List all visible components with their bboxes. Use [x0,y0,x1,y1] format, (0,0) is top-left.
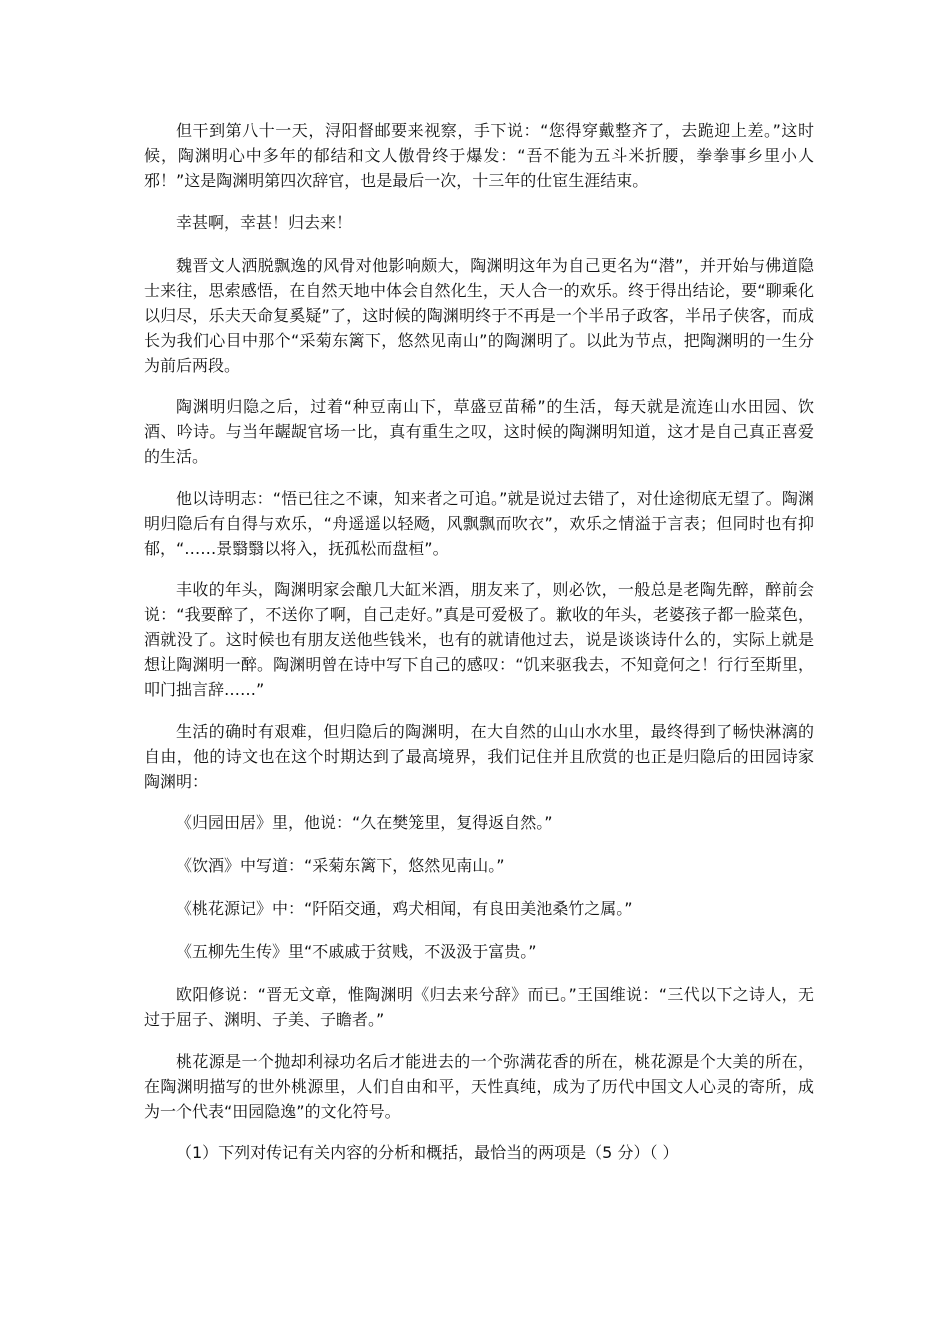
paragraph-4: 陶渊明归隐之后，过着“种豆南山下，草盛豆苗稀”的生活，每天就是流连山水田园、饮酒、吟诗。与当年龌龊官场一比，真有重生之叹，这时候的陶渊明知道，这才是自己真正喜爱的生活。 [144,397,814,466]
quote-4: 《五柳先生传》里“不戚戚于贫贱，不汲汲于富贵。” [176,942,537,961]
paragraph-3: 魏晋文人洒脱飘逸的风骨对他影响颇大，陶渊明这年为自己更名为“潜”，并开始与佛道隐士来往，思索感悟，在自然天地中体会自然化生，天人合一的欢乐。终于得出结论，要“聊乘化以归尽，乐夫天命复奚疑”了，这时候的陶渊明终于不再是一个半吊子政客，半吊子侠客，而成长为我们心目中那个“采菊东篱下，悠然见南山”的陶渊明了。以此为节点，把陶渊明的一生分为前后两段。 [144,255,814,375]
paragraph-2: 幸甚啊，幸甚！归去来！ [176,212,353,232]
paragraph-7: 生活的确时有艰难，但归隐后的陶渊明，在大自然的山山水水里，最终得到了畅快淋漓的自由，他的诗文也在这个时期达到了最高境界，我们记住并且欣赏的也正是归隐后的田园诗家陶渊明： [144,721,814,791]
quote-1: 《归园田居》里，他说：“久在樊笼里，复得返自然。” [176,813,553,832]
paragraph-6: 丰收的年头，陶渊明家会酿几大缸米酒，朋友来了，则必饮，一般总是老陶先醉，醉前会说：“我要醉了，不送你了啊，自己走好。”真是可爱极了。歉收的年头，老婆孩子都一脸菜色，酒就没了。这时候也有朋友送他些钱米，也有的就请他过去，说是谈谈诗什么的，实际上就是想让陶渊明一醉。陶渊明曾在诗中写下自己的感叹：“饥来驱我去，不知竟何之！行行至斯里，叩门拙言辞……” [144,580,814,699]
quote-2: 《饮酒》中写道：“采菊东篱下，悠然见南山。” [176,856,505,875]
paragraph-8: 欧阳修说：“晋无文章，惟陶渊明《归去来兮辞》而已。”王国维说：“三代以下之诗人，无过于屈子、渊明、子美、子瞻者。” [144,985,814,1029]
paragraph-1: 但干到第八十一天，浔阳督邮要来视察，手下说：“您得穿戴整齐了，去跪迎上差。”这时候，陶渊明心中多年的郁结和文人傲骨终于爆发：“吾不能为五斗米折腰，拳拳事乡里小人邪！”这是陶渊明第四次辞官，也是最后一次，十三年的仕宦生涯结束。 [144,121,814,190]
paragraph-9: 桃花源是一个抛却利禄功名后才能进去的一个弥满花香的所在，桃花源是个大美的所在，在陶渊明描写的世外桃源里，人们自由和平，天性真纯，成为了历代中国文人心灵的寄所，成为一个代表“田园隐逸”的文化符号。 [144,1051,814,1121]
paragraph-5: 他以诗明志：“悟已往之不谏，知来者之可追。”就是说过去错了，对仕途彻底无望了。陶渊明归隐后有自得与欢乐，“舟遥遥以轻飏，风飘飘而吹衣”，欢乐之情溢于言表；但同时也有抑郁，“……景翳翳以将入，抚孤松而盘桓”。 [144,488,814,558]
document-page [144,118,814,1182]
quote-3: 《桃花源记》中：“阡陌交通，鸡犬相闻，有良田美池桑竹之属。” [176,899,633,918]
question-1: （1）下列对传记有关内容的分析和概括，最恰当的两项是（5 分）（ ） [176,1143,679,1162]
